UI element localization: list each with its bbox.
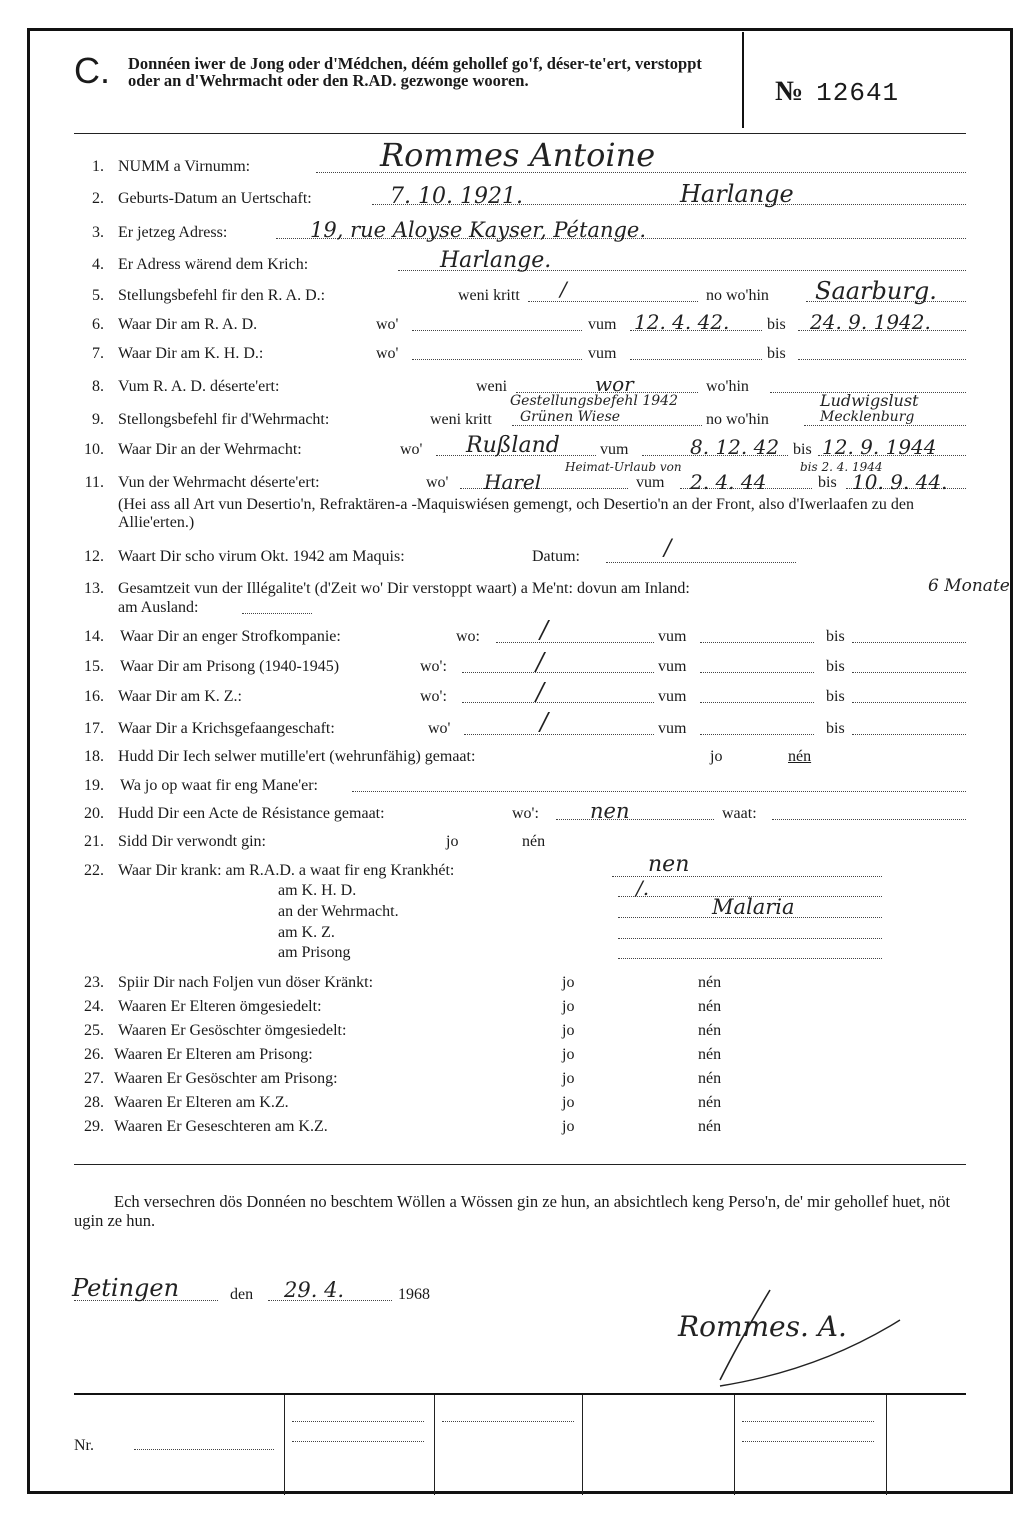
row-1	[0, 136, 1024, 182]
leave-until-value: bis 2. 4. 1944	[800, 460, 883, 474]
answer-line	[630, 345, 762, 360]
row-15	[0, 648, 1024, 682]
answer-line	[528, 287, 698, 302]
row-number: 22.	[84, 862, 104, 879]
illegal-inland-value: 6 Monate	[928, 576, 1010, 596]
wehrmacht-to-value: 12. 9. 1944	[822, 435, 937, 459]
col-label: wo':	[420, 688, 447, 705]
grid-line	[292, 1407, 424, 1422]
leave-note-value: Heimat-Urlaub von	[565, 460, 682, 474]
row-16	[0, 678, 1024, 712]
section-letter: C.	[74, 50, 110, 91]
yes-option: jo	[710, 748, 723, 765]
header-rule	[74, 133, 966, 134]
grid-divider	[734, 1395, 735, 1495]
yes-option: jo	[562, 974, 575, 991]
no-option: nén	[698, 1070, 722, 1087]
col-label: wo':	[420, 658, 447, 675]
yes-option: jo	[562, 1046, 575, 1063]
row-number: 20.	[84, 805, 104, 822]
row-label: Er Adress wärend dem Krich:	[118, 256, 309, 273]
row-9	[0, 391, 1024, 435]
yes-option: jo	[562, 998, 575, 1015]
answer-line	[556, 805, 714, 820]
row-label: NUMM a Virnumm:	[118, 158, 251, 175]
row-2	[0, 180, 1024, 214]
col-label: vum	[636, 474, 665, 491]
row-20	[0, 799, 1024, 829]
form-title: Donnéen iwer de Jong oder d'Médchen, déém gehollef go'f, déser-te'ert, verstoppt oder an d'Wehrmacht oder den R.AD. gezwonge wooren.	[128, 54, 702, 90]
no-option: nén	[698, 1022, 722, 1039]
birth-date-value: 7. 10. 1921.	[390, 184, 523, 209]
call-up-value: Gestellungsbefehl 1942	[510, 393, 678, 409]
sick-rad-value: nen	[648, 852, 690, 877]
number-sign: №	[775, 76, 805, 107]
answer-line	[412, 316, 582, 331]
yes-option: jo	[562, 1118, 575, 1135]
col-label: bis	[818, 474, 837, 491]
grid-divider	[284, 1395, 285, 1495]
rad-to-value: 24. 9. 1942.	[810, 310, 931, 334]
address-value: 19, rue Aloyse Kayser, Pétange.	[310, 218, 647, 242]
col-label: wo'	[426, 474, 449, 491]
row-23	[0, 974, 1024, 998]
row-label: Waaren Er Elteren am Prisong:	[114, 1046, 313, 1063]
desertion-note: (Hei ass all Art vun Desertio'n, Refraktären-a -Maquiswiésen gemengt, och Desertio'n an der Front, also d'Iwerlaafen zu den Allie'erten.)	[118, 496, 914, 531]
row-number: 9.	[92, 411, 104, 428]
col-label: wo'	[428, 720, 451, 737]
col-label: weni	[476, 378, 508, 395]
row-number: 28.	[84, 1094, 104, 1111]
row-14	[0, 616, 1024, 652]
row-24	[0, 998, 1024, 1022]
answer-line	[772, 805, 966, 820]
col-label: wo'	[376, 345, 399, 362]
col-label: vum	[588, 316, 617, 333]
answer-line	[462, 688, 654, 703]
row-label: Stellungsbefehl fir den R. A. D.:	[118, 287, 326, 304]
prison-value: /	[536, 648, 545, 676]
grid-line	[742, 1407, 874, 1422]
signature-flourish	[680, 1280, 940, 1390]
row-number: 29.	[84, 1118, 104, 1135]
answer-line	[462, 658, 654, 673]
sick-khd-value: /.	[636, 876, 650, 900]
signed-year: 1968	[398, 1286, 430, 1303]
penal-company-value: /	[540, 616, 549, 644]
col-label: bis	[826, 628, 845, 645]
row-number: 26.	[84, 1046, 104, 1063]
col-label: bis	[826, 658, 845, 675]
wehrmacht-from-value: 8. 12. 42	[690, 435, 780, 459]
col-label: wo':	[512, 805, 539, 822]
row-25	[0, 1022, 1024, 1046]
col-label: weni kritt	[430, 411, 492, 428]
answer-line	[464, 720, 654, 735]
row-label: Hudd Dir Iech selwer mutille'ert (wehrunfähig) gemaat:	[118, 748, 476, 765]
signature: Rommes. A.	[678, 1310, 847, 1343]
row-label: Waar Dir am K. H. D.:	[118, 345, 264, 362]
col-label: vum	[600, 441, 629, 458]
col-label: vum	[658, 720, 687, 737]
rad-from-value: 12. 4. 42.	[634, 310, 730, 334]
call-up-where-value: Ludwigslust	[820, 391, 919, 410]
row-number: 24.	[84, 998, 104, 1015]
row-label: Waar Dir an der Wehrmacht:	[118, 441, 302, 458]
row-number: 23.	[84, 974, 104, 991]
grid-divider	[434, 1395, 435, 1495]
rad-where-value: Saarburg.	[815, 277, 937, 305]
col-label: bis	[767, 345, 786, 362]
sick-sub-label: am K. Z.	[278, 924, 335, 941]
row-11	[0, 460, 1024, 498]
maquis-date-value: /	[664, 536, 672, 561]
col-label: no wo'hin	[706, 287, 769, 304]
row-label: Gesamtzeit vun der Illégalite't (d'Zeit wo' Dir verstoppt waart) a Me'nt: dovun am Inland:	[118, 580, 690, 597]
answer-line	[798, 345, 966, 360]
row-7	[0, 345, 1024, 369]
row-21	[0, 833, 1024, 857]
call-up-where-2-value: Mecklenburg	[820, 409, 915, 425]
declaration-text: Ech versechren dös Donnéen no beschtem Wöllen a Wössen gin ze hun, an absichtlech keng Perso'n, de' mir gehollef huet, nöt ugin ze hun.	[74, 1192, 951, 1230]
signed-place-value: Petingen	[72, 1274, 180, 1302]
row-label: Wa jo op waat fir eng Mane'er:	[120, 777, 318, 794]
yes-option: jo	[562, 1070, 575, 1087]
col-label: vum	[658, 628, 687, 645]
col-label: vum	[658, 658, 687, 675]
row-label: Waaren Er Gesöschter ömgesiedelt:	[118, 1022, 347, 1039]
row-number: 15.	[84, 658, 104, 675]
row-label: Waar Dir am K. Z.:	[118, 688, 242, 705]
answer-line	[700, 628, 814, 643]
row-28	[0, 1094, 1024, 1118]
no-option: nén	[698, 1046, 722, 1063]
resistance-value: nen	[590, 799, 630, 823]
col-label: bis	[793, 441, 812, 458]
col-label: bis	[826, 688, 845, 705]
grid-line	[742, 1427, 874, 1442]
row-number: 4.	[92, 256, 104, 273]
wehrmacht-where-value: Rußland	[466, 433, 560, 458]
row-number: 2.	[92, 190, 104, 207]
answer-line	[618, 944, 882, 959]
row-19	[0, 777, 1024, 801]
no-option: nén	[698, 1118, 722, 1135]
col-label: weni kritt	[458, 287, 520, 304]
col-label: bis	[767, 316, 786, 333]
col-label: wo'hin	[706, 378, 749, 395]
answer-line	[352, 777, 966, 792]
row-3	[0, 218, 1024, 248]
sick-prison-row	[0, 944, 1024, 968]
birth-place-value: Harlange	[680, 180, 794, 208]
no-option: nén	[698, 974, 722, 991]
row-number: 6.	[92, 316, 104, 333]
col-label: Datum:	[532, 548, 580, 565]
row-number: 25.	[84, 1022, 104, 1039]
col-label: no wo'hin	[706, 411, 769, 428]
answer-line	[618, 924, 882, 939]
col-label: am Ausland:	[118, 599, 199, 616]
row-12	[0, 536, 1024, 572]
answer-line	[412, 345, 582, 360]
answer-line	[852, 688, 966, 703]
row-18	[0, 748, 1024, 772]
no-option: nén	[522, 833, 546, 850]
row-number: 1.	[92, 158, 104, 175]
row-number: 3.	[92, 224, 104, 241]
row-label: Waar Dir an enger Strofkompanie:	[120, 628, 341, 645]
row-27	[0, 1070, 1024, 1094]
no-option: nén	[698, 998, 722, 1015]
row-label: Waaren Er Geseschteren am K.Z.	[114, 1118, 328, 1135]
sick-wehrmacht-value: Malaria	[712, 895, 795, 919]
call-up-place-value: Grünen Wiese	[520, 409, 621, 425]
row-number: 14.	[84, 628, 104, 645]
row-number: 8.	[92, 378, 104, 395]
grid-divider	[886, 1395, 887, 1495]
no-option: nén	[698, 1094, 722, 1111]
row-label: Waar Dir am Prisong (1940-1945)	[120, 658, 340, 675]
row-number: 5.	[92, 287, 104, 304]
answer-line	[496, 628, 654, 643]
answer-line	[606, 548, 796, 563]
desert-where-value: Harel	[484, 470, 542, 494]
rad-when-value: /	[560, 277, 567, 301]
desert-to-value: 10. 9. 44.	[852, 470, 948, 494]
answer-line	[700, 658, 814, 673]
row-label: Waar Dir krank: am R.A.D. a waat fir eng Krankhét:	[118, 862, 455, 879]
row-label: Waar Dir a Krichsgefaangeschaft:	[118, 720, 335, 737]
row-label: Waaren Er Gesöschter am Prisong:	[114, 1070, 338, 1087]
row-number: 7.	[92, 345, 104, 362]
row-label: Waar Dir am R. A. D.	[118, 316, 258, 333]
desert-from-value: 2. 4. 44	[690, 470, 767, 494]
sick-sub-label: am Prisong	[278, 944, 351, 961]
nr-label: Nr.	[74, 1437, 94, 1454]
row-number: 13.	[84, 580, 104, 597]
row-26	[0, 1046, 1024, 1070]
row-label: Hudd Dir een Acte de Résistance gemaat:	[118, 805, 385, 822]
col-label: wo'	[376, 316, 399, 333]
grid-divider	[582, 1395, 583, 1495]
row-label: Stellongsbefehl fir d'Wehrmacht:	[118, 411, 330, 428]
row-label: Spiir Dir nach Foljen vun döser Kränkt:	[118, 974, 374, 991]
row-5	[0, 277, 1024, 311]
answer-line	[700, 720, 814, 735]
answer-line	[700, 688, 814, 703]
name-value: Rommes Antoine	[380, 136, 656, 174]
col-label: vum	[658, 688, 687, 705]
col-label: waat:	[722, 805, 757, 822]
grid-line	[134, 1435, 274, 1450]
row-number: 16.	[84, 688, 104, 705]
row-number: 19.	[84, 777, 104, 794]
sick-sub-label: am K. H. D.	[278, 882, 357, 899]
col-label: vum	[588, 345, 617, 362]
row-label: Vun der Wehrmacht déserte'ert:	[118, 474, 320, 491]
row-number: 12.	[84, 548, 104, 565]
row-label: Waaren Er Elteren am K.Z.	[114, 1094, 289, 1111]
answer-line	[852, 658, 966, 673]
row-number: 10.	[84, 441, 104, 458]
yes-option: jo	[446, 833, 459, 850]
row-label: Waaren Er Elteren ömgesiedelt:	[118, 998, 322, 1015]
no-option: nén	[788, 748, 812, 765]
answer-line	[852, 720, 966, 735]
col-label: bis	[826, 720, 845, 737]
war-address-value: Harlange.	[440, 248, 552, 273]
row-label: Er jetzeg Adress:	[118, 224, 228, 241]
row-29	[0, 1118, 1024, 1142]
header-divider	[742, 32, 744, 128]
grid-line	[442, 1407, 574, 1422]
pow-value: /	[540, 708, 549, 736]
form-number-value: 12641	[816, 78, 900, 108]
row-label: Vum R. A. D. déserte'ert:	[118, 378, 280, 395]
grid-line	[292, 1427, 424, 1442]
rad-desert-value: wor	[595, 372, 634, 396]
row-number: 27.	[84, 1070, 104, 1087]
kz-value: /	[536, 678, 545, 706]
row-label: Sidd Dir verwondt gin:	[118, 833, 266, 850]
section-rule	[74, 1164, 966, 1165]
yes-option: jo	[562, 1022, 575, 1039]
row-6	[0, 310, 1024, 340]
den-label: den	[230, 1286, 254, 1303]
row-number: 17.	[84, 720, 104, 737]
row-13	[0, 576, 1024, 616]
answer-line	[242, 599, 312, 614]
form-number	[775, 76, 899, 108]
row-number: 11.	[84, 474, 104, 491]
col-label: wo'	[400, 441, 423, 458]
row-17	[0, 708, 1024, 744]
row-label: Waart Dir scho virum Okt. 1942 am Maquis:	[118, 548, 405, 565]
sick-sub-label: an der Wehrmacht.	[278, 903, 399, 920]
row-number: 21.	[84, 833, 104, 850]
yes-option: jo	[562, 1094, 575, 1111]
office-use-grid	[74, 1393, 966, 1495]
row-label: Geburts-Datum an Uertschaft:	[118, 190, 312, 207]
signed-date-value: 29. 4.	[284, 1278, 345, 1302]
row-number: 18.	[84, 748, 104, 765]
answer-line	[852, 628, 966, 643]
col-label: wo:	[456, 628, 480, 645]
